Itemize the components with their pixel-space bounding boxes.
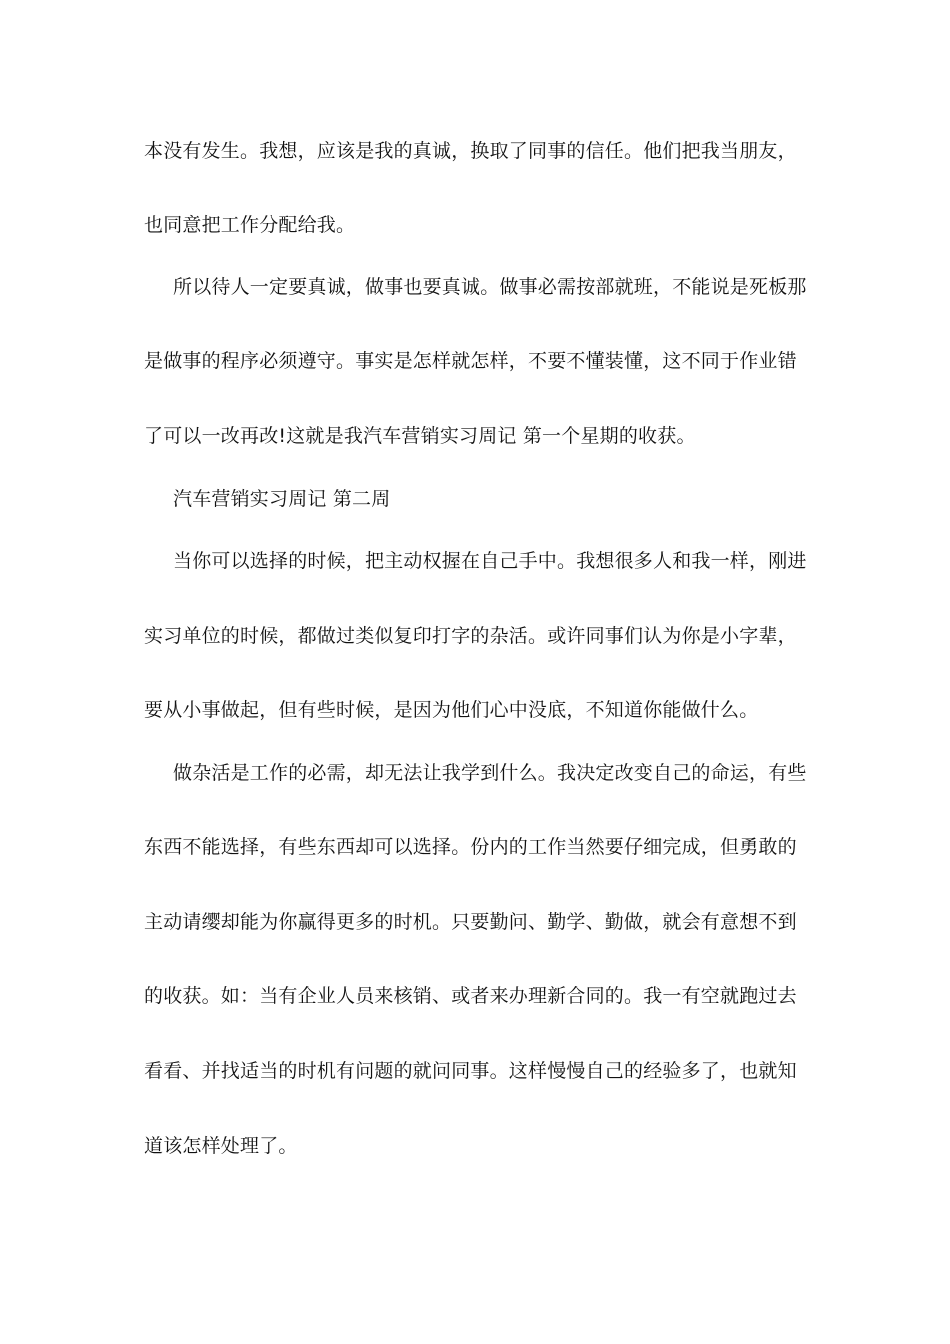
section-heading-week-two: 汽车营销实习周记 第二周 [173, 488, 391, 510]
text-line-14: 看看、并找适当的时机有问题的就问同事。这样慢慢自己的经验多了，也就知 [144, 1060, 797, 1082]
text-line-12: 主动请缨却能为你赢得更多的时机。只要勤问、勤学、勤做，就会有意想不到 [144, 911, 797, 933]
text-line-11: 东西不能选择，有些东西却可以选择。份内的工作当然要仔细完成，但勇敢的 [144, 836, 797, 858]
text-line-5: 了可以一改再改!这就是我汽车营销实习周记 第一个星期的收获。 [144, 425, 696, 447]
text-line-7: 当你可以选择的时候，把主动权握在自己手中。我想很多人和我一样，刚进 [173, 550, 807, 572]
text-line-15: 道该怎样处理了。 [144, 1135, 298, 1157]
text-line-8: 实习单位的时候，都做过类似复印打字的杂活。或许同事们认为你是小字辈， [144, 625, 797, 647]
text-line-13: 的收获。如：当有企业人员来核销、或者来办理新合同的。我一有空就跑过去 [144, 985, 797, 1007]
text-line-2: 也同意把工作分配给我。 [144, 214, 356, 236]
text-line-3: 所以待人一定要真诚，做事也要真诚。做事必需按部就班，不能说是死板那 [173, 276, 807, 298]
text-line-9: 要从小事做起，但有些时候，是因为他们心中没底，不知道你能做什么。 [144, 699, 759, 721]
text-line-1: 本没有发生。我想，应该是我的真诚，换取了同事的信任。他们把我当朋友， [144, 140, 797, 162]
text-line-10: 做杂活是工作的必需，却无法让我学到什么。我决定改变自己的命运，有些 [173, 762, 807, 784]
text-line-4: 是做事的程序必须遵守。事实是怎样就怎样，不要不懂装懂，这不同于作业错 [144, 350, 797, 372]
